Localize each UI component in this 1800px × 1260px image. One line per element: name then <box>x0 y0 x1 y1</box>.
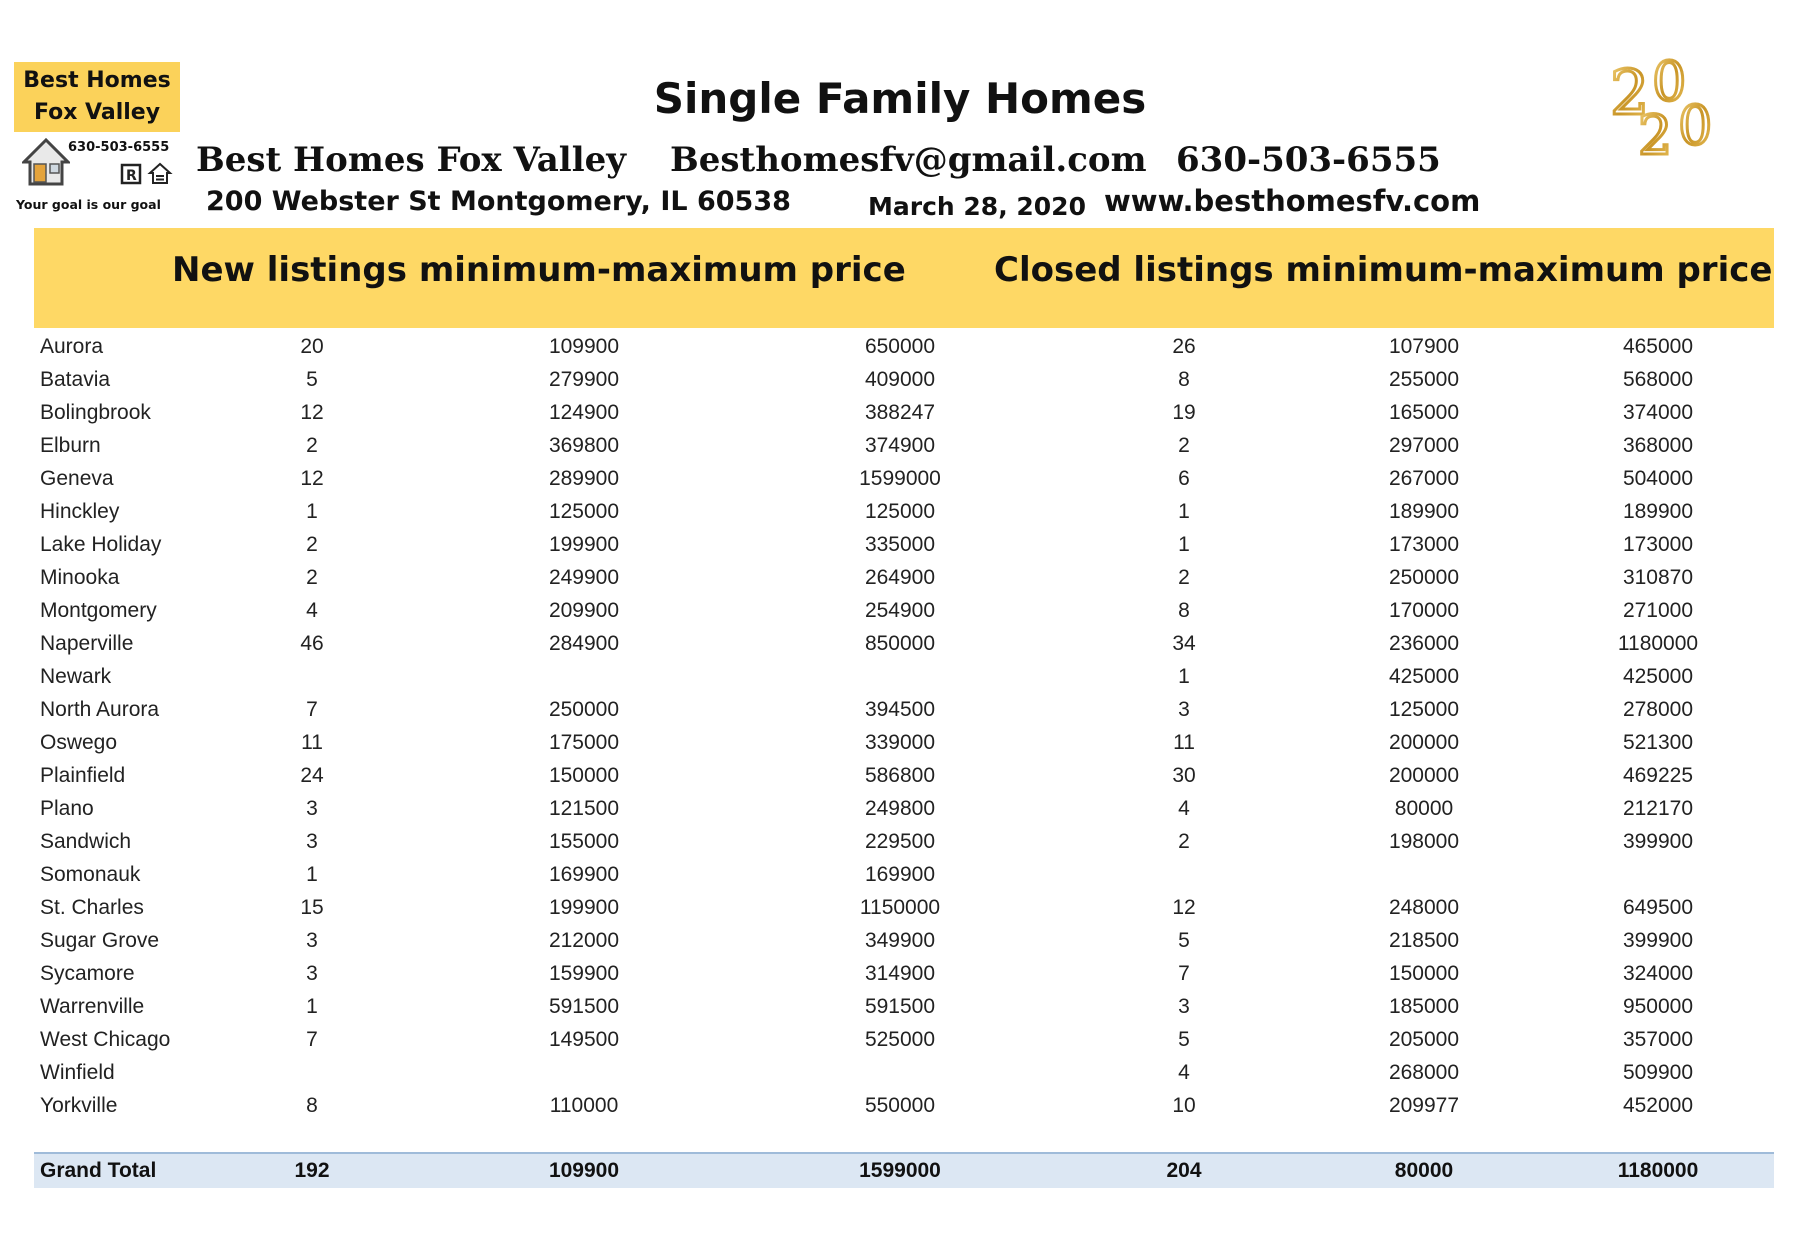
new-listings-heading: New listings minimum-maximum price <box>172 250 906 290</box>
closed-count: 1 <box>1178 500 1190 523</box>
closed-count: 3 <box>1178 995 1190 1018</box>
closed-count: 2 <box>1178 566 1190 589</box>
table-row <box>34 726 1774 759</box>
table-row <box>34 858 1774 891</box>
closed-count: 11 <box>1173 731 1195 754</box>
closed-min-price: 425000 <box>1388 665 1460 688</box>
company-name: Best Homes Fox Valley <box>196 140 627 180</box>
new-count: 2 <box>306 566 318 589</box>
city-name: St. Charles <box>40 896 144 919</box>
svg-text:R: R <box>126 168 137 184</box>
new-max-price: 125000 <box>864 500 936 523</box>
new-min-price: 125000 <box>548 500 620 523</box>
closed-max-price: 271000 <box>1622 599 1694 622</box>
closed-max-price: 469225 <box>1622 764 1694 787</box>
new-min-price: 149500 <box>548 1028 620 1051</box>
closed-max-price: 357000 <box>1622 1028 1694 1051</box>
table-row <box>34 330 1774 363</box>
new-count <box>252 1056 372 1089</box>
closed-min-price: 255000 <box>1388 368 1460 391</box>
new-max-price: 229500 <box>864 830 936 853</box>
closed-count: 6 <box>1178 467 1190 490</box>
logo-tagline: Your goal is our goal <box>16 197 161 212</box>
closed-min-price: 205000 <box>1388 1028 1460 1051</box>
total-new-max: 1599000 <box>859 1159 941 1182</box>
closed-min-price: 170000 <box>1388 599 1460 622</box>
new-count: 12 <box>300 467 324 490</box>
svg-text:2: 2 <box>1638 104 1673 160</box>
new-count: 3 <box>306 962 318 985</box>
new-count: 8 <box>306 1094 318 1117</box>
table-row <box>34 660 1774 693</box>
closed-max-price: 452000 <box>1622 1094 1694 1117</box>
new-count: 20 <box>300 335 324 358</box>
closed-max-price: 189900 <box>1622 500 1694 523</box>
table-row <box>34 627 1774 660</box>
closed-count: 2 <box>1178 830 1190 853</box>
table-row <box>34 561 1774 594</box>
city-name: Geneva <box>40 467 114 490</box>
new-min-price: 110000 <box>549 1094 619 1117</box>
table-row <box>34 396 1774 429</box>
closed-max-price: 399900 <box>1622 929 1694 952</box>
closed-max-price: 173000 <box>1622 533 1694 556</box>
company-address: 200 Webster St Montgomery, IL 60538 <box>206 186 791 217</box>
new-max-price: 650000 <box>864 335 936 358</box>
closed-max-price <box>1568 858 1748 891</box>
city-name: Winfield <box>40 1061 115 1084</box>
company-website: www.besthomesfv.com <box>1104 184 1481 218</box>
closed-max-price: 504000 <box>1622 467 1694 490</box>
new-max-price: 586800 <box>864 764 936 787</box>
city-name: Batavia <box>40 368 111 391</box>
closed-min-price: 198000 <box>1388 830 1460 853</box>
closed-count <box>1124 858 1244 891</box>
city-name: Sycamore <box>40 962 135 985</box>
new-min-price: 124900 <box>548 401 620 424</box>
new-min-price: 289900 <box>548 467 620 490</box>
new-max-price: 349900 <box>864 929 936 952</box>
table-row <box>34 1023 1774 1056</box>
new-max-price: 254900 <box>864 599 936 622</box>
closed-count: 10 <box>1172 1094 1196 1117</box>
new-max-price: 374900 <box>864 434 936 457</box>
closed-max-price: 509900 <box>1622 1061 1694 1084</box>
page-title: Single Family Homes <box>653 74 1147 123</box>
closed-min-price: 173000 <box>1388 533 1460 556</box>
table-row <box>34 462 1774 495</box>
closed-count: 2 <box>1178 434 1190 457</box>
new-max-price: 169900 <box>864 863 936 886</box>
table-row <box>34 792 1774 825</box>
new-max-price: 409000 <box>864 368 936 391</box>
closed-max-price: 568000 <box>1622 368 1694 391</box>
total-label: Grand Total <box>40 1159 157 1182</box>
table-row <box>34 825 1774 858</box>
total-closed-min: 80000 <box>1394 1159 1454 1182</box>
closed-max-price: 649500 <box>1622 896 1694 919</box>
closed-count: 4 <box>1178 1061 1190 1084</box>
new-count: 3 <box>306 830 318 853</box>
new-min-price: 209900 <box>548 599 620 622</box>
table-row <box>34 957 1774 990</box>
closed-count: 4 <box>1178 797 1190 820</box>
city-name: West Chicago <box>40 1028 171 1051</box>
closed-min-price <box>1334 858 1514 891</box>
table-row <box>34 990 1774 1023</box>
city-name: Aurora <box>40 335 104 358</box>
logo-box <box>14 62 180 132</box>
new-count: 4 <box>306 599 318 622</box>
total-new-count: 192 <box>294 1159 330 1182</box>
closed-count: 7 <box>1178 962 1190 985</box>
report-date: March 28, 2020 <box>868 192 1086 221</box>
new-count: 7 <box>306 698 318 721</box>
closed-count: 8 <box>1178 368 1190 391</box>
closed-max-price: 278000 <box>1622 698 1694 721</box>
svg-text:0: 0 <box>1678 94 1713 157</box>
closed-count: 19 <box>1172 401 1196 424</box>
closed-count: 1 <box>1178 665 1190 688</box>
closed-min-price: 80000 <box>1394 797 1454 820</box>
total-new-min: 109900 <box>548 1159 620 1182</box>
city-name: Oswego <box>40 731 118 754</box>
table-row <box>34 594 1774 627</box>
table-row <box>34 1056 1774 1089</box>
new-min-price: 150000 <box>548 764 620 787</box>
new-min-price: 175000 <box>548 731 620 754</box>
new-max-price: 314900 <box>864 962 936 985</box>
new-max-price: 388247 <box>864 401 936 424</box>
closed-min-price: 200000 <box>1388 731 1460 754</box>
new-max-price <box>810 660 990 693</box>
table-row <box>34 363 1774 396</box>
closed-min-price: 267000 <box>1388 467 1460 490</box>
city-name: Montgomery <box>40 599 157 622</box>
new-min-price: 279900 <box>548 368 620 391</box>
new-max-price: 1599000 <box>859 467 941 490</box>
new-count: 5 <box>306 368 318 391</box>
new-min-price: 109900 <box>548 335 620 358</box>
new-count: 15 <box>300 896 324 919</box>
closed-count: 8 <box>1178 599 1190 622</box>
new-max-price: 1150000 <box>859 896 941 919</box>
company-logo <box>14 62 184 222</box>
new-count: 1 <box>306 863 318 886</box>
city-name: Plano <box>40 797 94 820</box>
section-banner <box>34 228 1774 328</box>
logo-phone: 630-503-6555 <box>68 140 170 155</box>
contact-email: Besthomesfv@gmail.com <box>670 140 1147 180</box>
new-count: 2 <box>306 434 318 457</box>
contact-phone: 630-503-6555 <box>1176 140 1441 180</box>
closed-count: 5 <box>1178 929 1190 952</box>
closed-min-price: 209977 <box>1388 1094 1460 1117</box>
house-icon <box>22 138 70 188</box>
new-count: 1 <box>306 995 318 1018</box>
total-closed-count: 204 <box>1166 1159 1202 1182</box>
closed-min-price: 185000 <box>1388 995 1460 1018</box>
closed-max-price: 374000 <box>1622 401 1694 424</box>
new-max-price: 264900 <box>864 566 936 589</box>
closed-min-price: 125000 <box>1388 698 1460 721</box>
new-max-price: 339000 <box>864 731 936 754</box>
closed-min-price: 200000 <box>1388 764 1460 787</box>
closed-max-price: 324000 <box>1622 962 1694 985</box>
new-min-price: 369800 <box>548 434 620 457</box>
new-min-price: 199900 <box>548 896 620 919</box>
closed-count: 30 <box>1172 764 1196 787</box>
closed-max-price: 465000 <box>1622 335 1694 358</box>
closed-count: 5 <box>1178 1028 1190 1051</box>
new-max-price: 394500 <box>864 698 936 721</box>
new-count: 24 <box>300 764 324 787</box>
closed-count: 1 <box>1178 533 1190 556</box>
new-max-price: 591500 <box>864 995 936 1018</box>
table-row <box>34 495 1774 528</box>
new-count: 7 <box>306 1028 318 1051</box>
table-row <box>34 759 1774 792</box>
table-row <box>34 693 1774 726</box>
new-min-price: 155000 <box>548 830 620 853</box>
closed-max-price: 1180000 <box>1617 632 1699 655</box>
table-row <box>34 429 1774 462</box>
city-name: Bolingbrook <box>40 401 151 424</box>
total-closed-max: 1180000 <box>1617 1159 1699 1182</box>
closed-count: 34 <box>1172 632 1196 655</box>
closed-min-price: 297000 <box>1388 434 1460 457</box>
city-name: Somonauk <box>40 863 141 886</box>
realtor-badge-icon <box>118 162 178 186</box>
new-max-price: 850000 <box>864 632 936 655</box>
city-name: Minooka <box>40 566 120 589</box>
closed-count: 3 <box>1178 698 1190 721</box>
new-min-price: 169900 <box>548 863 620 886</box>
year-2020-logo <box>1608 56 1726 160</box>
new-count: 2 <box>306 533 318 556</box>
svg-text:0: 0 <box>1652 56 1687 113</box>
new-min-price: 159900 <box>548 962 620 985</box>
listings-table <box>34 330 1774 1122</box>
city-name: North Aurora <box>40 698 160 721</box>
new-max-price: 550000 <box>864 1094 936 1117</box>
closed-max-price: 368000 <box>1622 434 1694 457</box>
new-min-price <box>494 660 674 693</box>
grand-total-row <box>34 1152 1774 1188</box>
table-row <box>34 924 1774 957</box>
closed-max-price: 950000 <box>1622 995 1694 1018</box>
closed-min-price: 268000 <box>1388 1061 1460 1084</box>
new-max-price <box>810 1056 990 1089</box>
closed-max-price: 521300 <box>1622 731 1694 754</box>
table-row <box>34 891 1774 924</box>
city-name: Plainfield <box>40 764 126 787</box>
new-count: 46 <box>300 632 324 655</box>
new-count <box>252 660 372 693</box>
city-name: Sandwich <box>40 830 132 853</box>
closed-min-price: 189900 <box>1388 500 1460 523</box>
new-min-price: 199900 <box>548 533 620 556</box>
city-name: Sugar Grove <box>40 929 160 952</box>
new-min-price: 249900 <box>548 566 620 589</box>
city-name: Yorkville <box>40 1094 118 1117</box>
closed-min-price: 165000 <box>1388 401 1460 424</box>
closed-max-price: 310870 <box>1622 566 1694 589</box>
new-count: 11 <box>301 731 323 754</box>
city-name: Elburn <box>40 434 101 457</box>
new-min-price: 212000 <box>548 929 620 952</box>
city-name: Naperville <box>40 632 134 655</box>
svg-text:2: 2 <box>1610 56 1650 129</box>
new-max-price: 525000 <box>864 1028 936 1051</box>
new-count: 3 <box>306 797 318 820</box>
logo-line-2: Fox Valley <box>33 100 161 125</box>
closed-min-price: 250000 <box>1388 566 1460 589</box>
new-min-price <box>494 1056 674 1089</box>
new-min-price: 591500 <box>548 995 620 1018</box>
new-min-price: 284900 <box>548 632 620 655</box>
closed-listings-heading: Closed listings minimum-maximum price <box>994 250 1773 290</box>
closed-count: 26 <box>1172 335 1196 358</box>
city-name: Warrenville <box>40 995 145 1018</box>
new-count: 12 <box>300 401 324 424</box>
closed-max-price: 425000 <box>1622 665 1694 688</box>
table-row <box>34 1089 1774 1122</box>
city-name: Lake Holiday <box>40 533 162 556</box>
table-row <box>34 528 1774 561</box>
closed-min-price: 218500 <box>1388 929 1460 952</box>
closed-min-price: 236000 <box>1388 632 1460 655</box>
closed-min-price: 150000 <box>1388 962 1460 985</box>
new-min-price: 250000 <box>548 698 620 721</box>
closed-max-price: 212170 <box>1622 797 1694 820</box>
new-max-price: 249800 <box>864 797 936 820</box>
logo-line-1: Best Homes <box>23 68 171 93</box>
closed-max-price: 399900 <box>1622 830 1694 853</box>
new-count: 3 <box>306 929 318 952</box>
new-max-price: 335000 <box>864 533 936 556</box>
new-count: 1 <box>306 500 318 523</box>
closed-min-price: 107900 <box>1388 335 1460 358</box>
closed-count: 12 <box>1172 896 1196 919</box>
city-name: Newark <box>40 665 112 688</box>
closed-min-price: 248000 <box>1388 896 1460 919</box>
new-min-price: 121500 <box>548 797 620 820</box>
city-name: Hinckley <box>40 500 120 523</box>
